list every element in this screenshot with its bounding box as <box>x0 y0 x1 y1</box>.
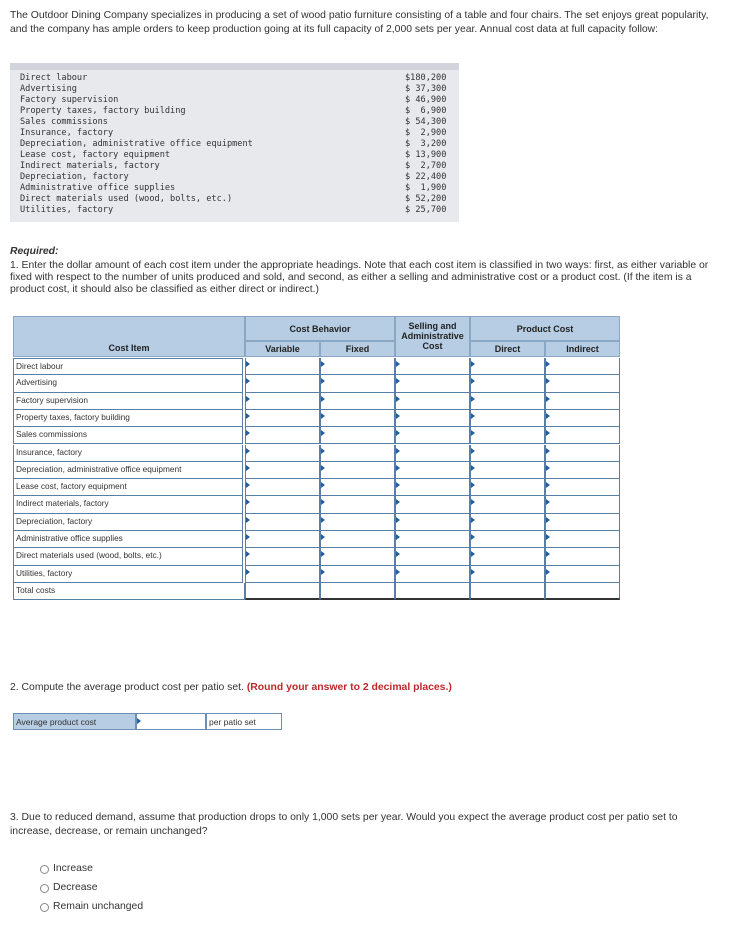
direct-cell[interactable] <box>470 410 545 427</box>
cost-behavior-header: Cost Behavior <box>245 316 395 341</box>
selling-admin-input[interactable] <box>396 429 469 445</box>
input-marker-icon <box>546 465 550 471</box>
cost-data-label: Advertising <box>20 84 77 94</box>
input-marker-icon <box>546 413 550 419</box>
fixed-cell[interactable] <box>320 462 395 479</box>
fixed-cell[interactable] <box>320 445 395 462</box>
input-marker-icon <box>246 517 250 523</box>
cost-data-row <box>20 172 450 183</box>
cost-data-amount: $ 2,900 <box>405 128 447 138</box>
selling-admin-input[interactable] <box>396 360 469 376</box>
variable-input[interactable] <box>246 446 319 462</box>
direct-cell[interactable] <box>470 375 545 392</box>
selling-admin-total-cell <box>395 583 470 600</box>
direct-cell[interactable] <box>470 462 545 479</box>
fixed-input[interactable] <box>321 550 394 566</box>
fixed-cell[interactable] <box>320 496 395 513</box>
cost-item-row-label: Direct materials used (wood, bolts, etc.) <box>13 548 243 565</box>
variable-input[interactable] <box>246 412 319 428</box>
input-marker-icon <box>546 430 550 436</box>
selling-admin-cell[interactable] <box>395 479 470 496</box>
direct-input[interactable] <box>471 377 544 393</box>
variable-cell[interactable] <box>245 393 320 410</box>
indirect-input[interactable] <box>546 533 619 549</box>
direct-cell[interactable] <box>470 566 545 583</box>
input-marker-icon <box>321 551 325 557</box>
input-marker-icon <box>471 396 475 402</box>
average-product-cost-input[interactable] <box>137 715 205 730</box>
cost-data-amount: $ 3,200 <box>405 139 447 149</box>
question-2 <box>10 682 452 693</box>
input-marker-icon <box>246 551 250 557</box>
input-marker-icon <box>396 396 400 402</box>
fixed-header: Fixed <box>320 341 395 357</box>
input-marker-icon <box>546 569 550 575</box>
direct-input[interactable] <box>471 550 544 566</box>
cost-data-amount: $ 6,900 <box>405 106 447 116</box>
cost-item-row-label: Administrative office supplies <box>13 531 243 548</box>
option-remain-unchanged[interactable] <box>40 900 143 914</box>
cost-item-row-label: Depreciation, administrative office equipment <box>13 462 243 479</box>
cost-item-row-label: Advertising <box>13 375 243 392</box>
variable-input[interactable] <box>246 394 319 410</box>
direct-input[interactable] <box>471 464 544 480</box>
input-marker-icon <box>246 482 250 488</box>
indirect-cell[interactable] <box>545 375 620 392</box>
cost-data-amount: $ 54,300 <box>405 117 447 127</box>
direct-input[interactable] <box>471 360 544 376</box>
input-marker-icon <box>321 499 325 505</box>
indirect-cell[interactable] <box>545 496 620 513</box>
cost-data-row <box>20 106 450 117</box>
indirect-cell[interactable] <box>545 410 620 427</box>
selling-admin-input[interactable] <box>396 567 469 583</box>
cost-data-amount: $ 37,300 <box>405 84 447 94</box>
input-marker-icon <box>471 361 475 367</box>
selling-admin-input[interactable] <box>396 481 469 497</box>
indirect-input[interactable] <box>546 481 619 497</box>
direct-input[interactable] <box>471 429 544 445</box>
fixed-input[interactable] <box>321 360 394 376</box>
cost-data-row <box>20 194 450 205</box>
cost-data-label: Utilities, factory <box>20 205 114 215</box>
input-marker-icon <box>396 534 400 540</box>
input-marker-icon <box>321 413 325 419</box>
cost-data-amount: $ 25,700 <box>405 205 447 215</box>
cost-data-label: Factory supervision <box>20 95 119 105</box>
input-marker-icon <box>396 430 400 436</box>
cost-item-row-label: Direct labour <box>13 358 243 375</box>
option-label: Decrease <box>53 882 98 893</box>
direct-cell[interactable] <box>470 393 545 410</box>
cost-data-amount: $180,200 <box>405 73 447 83</box>
average-product-cost-label: Average product cost <box>13 713 136 730</box>
option-decrease[interactable] <box>40 881 97 895</box>
input-marker-icon <box>396 517 400 523</box>
cost-data-row <box>20 117 450 128</box>
input-marker-icon <box>321 517 325 523</box>
input-marker-icon <box>546 517 550 523</box>
variable-cell[interactable] <box>245 496 320 513</box>
input-marker-icon <box>546 534 550 540</box>
question-2-text: 2. Compute the average product cost per patio set. <box>10 682 247 693</box>
input-marker-icon <box>471 551 475 557</box>
cost-data-label: Sales commissions <box>20 117 108 127</box>
cost-data-row <box>20 139 450 150</box>
direct-input[interactable] <box>471 412 544 428</box>
cost-item-header: Cost Item <box>13 316 245 357</box>
input-marker-icon <box>471 378 475 384</box>
selling-admin-cell[interactable] <box>395 496 470 513</box>
input-marker-icon <box>471 448 475 454</box>
fixed-cell[interactable] <box>320 514 395 531</box>
direct-header: Direct <box>470 341 545 357</box>
input-marker-icon <box>396 569 400 575</box>
input-marker-icon <box>321 534 325 540</box>
input-marker-icon <box>471 534 475 540</box>
direct-cell[interactable] <box>470 548 545 565</box>
indirect-input[interactable] <box>546 412 619 428</box>
fixed-cell[interactable] <box>320 375 395 392</box>
input-marker-icon <box>321 482 325 488</box>
selling-admin-cell[interactable] <box>395 514 470 531</box>
input-marker-icon <box>471 569 475 575</box>
input-marker-icon <box>246 378 250 384</box>
input-marker-icon <box>321 361 325 367</box>
input-marker-icon <box>246 396 250 402</box>
fixed-cell[interactable] <box>320 531 395 548</box>
radio-icon[interactable] <box>40 903 49 912</box>
variable-cell[interactable] <box>245 427 320 444</box>
selling-admin-cell[interactable] <box>395 358 470 375</box>
selling-admin-input[interactable] <box>396 446 469 462</box>
cost-item-row-label: Sales commissions <box>13 427 243 444</box>
direct-input[interactable] <box>471 481 544 497</box>
cost-data-row <box>20 183 450 194</box>
input-marker-icon <box>396 499 400 505</box>
input-marker-icon <box>546 361 550 367</box>
fixed-input[interactable] <box>321 464 394 480</box>
fixed-input[interactable] <box>321 446 394 462</box>
indirect-cell[interactable] <box>545 531 620 548</box>
indirect-cell[interactable] <box>545 514 620 531</box>
indirect-input[interactable] <box>546 429 619 445</box>
input-marker-icon <box>471 413 475 419</box>
direct-total-cell <box>470 583 545 600</box>
fixed-input[interactable] <box>321 567 394 583</box>
input-marker-icon <box>396 482 400 488</box>
input-marker-icon <box>396 378 400 384</box>
variable-cell[interactable] <box>245 531 320 548</box>
cost-data-row <box>20 84 450 95</box>
variable-input[interactable] <box>246 360 319 376</box>
selling-admin-cell[interactable] <box>395 445 470 462</box>
variable-cell[interactable] <box>245 445 320 462</box>
input-marker-icon <box>546 499 550 505</box>
variable-cell[interactable] <box>245 358 320 375</box>
cost-data-row <box>20 161 450 172</box>
selling-admin-input[interactable] <box>396 498 469 514</box>
direct-cell[interactable] <box>470 427 545 444</box>
input-marker-icon <box>246 413 250 419</box>
cost-data-amount: $ 1,900 <box>405 183 447 193</box>
indirect-input[interactable] <box>546 377 619 393</box>
input-marker-icon <box>471 465 475 471</box>
selling-admin-input[interactable] <box>396 412 469 428</box>
variable-input[interactable] <box>246 533 319 549</box>
direct-input[interactable] <box>471 498 544 514</box>
cost-data-amount: $ 52,200 <box>405 194 447 204</box>
input-marker-icon <box>471 517 475 523</box>
cost-data-row <box>20 73 450 84</box>
input-marker-icon <box>546 551 550 557</box>
fixed-cell[interactable] <box>320 479 395 496</box>
cost-item-row-label: Factory supervision <box>13 393 243 410</box>
variable-cell[interactable] <box>245 548 320 565</box>
direct-cell[interactable] <box>470 479 545 496</box>
question-3-text: 3. Due to reduced demand, assume that production drops to only 1,000 sets per year. Would you expect the average product cost per patio set to increase, decrease, or remain unchanged? <box>10 812 678 837</box>
fixed-input[interactable] <box>321 429 394 445</box>
input-marker-icon <box>137 718 141 724</box>
selling-admin-cell[interactable] <box>395 393 470 410</box>
input-marker-icon <box>246 534 250 540</box>
cost-data-header-strip <box>10 63 459 70</box>
input-marker-icon <box>321 378 325 384</box>
cost-item-row-label: Utilities, factory <box>13 566 243 583</box>
direct-cell[interactable] <box>470 445 545 462</box>
selling-admin-cell[interactable] <box>395 531 470 548</box>
selling-admin-input[interactable] <box>396 550 469 566</box>
cost-data-label: Direct materials used (wood, bolts, etc.) <box>20 194 233 204</box>
direct-cell[interactable] <box>470 358 545 375</box>
input-marker-icon <box>546 396 550 402</box>
input-marker-icon <box>396 551 400 557</box>
indirect-input[interactable] <box>546 360 619 376</box>
option-label: Remain unchanged <box>53 901 144 912</box>
variable-cell[interactable] <box>245 566 320 583</box>
problem-intro: The Outdoor Dining Company specializes in producing a set of wood patio furniture consisting of a table and four chairs. The set enjoys great popularity, and the company has ample orders to keep production going at its full capacity of 2,000 sets per year. Annual cost data at full capacity follow: <box>10 10 709 35</box>
radio-icon[interactable] <box>40 884 49 893</box>
direct-cell[interactable] <box>470 531 545 548</box>
fixed-cell[interactable] <box>320 358 395 375</box>
input-marker-icon <box>246 448 250 454</box>
indirect-cell[interactable] <box>545 566 620 583</box>
input-marker-icon <box>471 499 475 505</box>
cost-data-amount: $ 2,700 <box>405 161 447 171</box>
direct-cell[interactable] <box>470 496 545 513</box>
indirect-cell[interactable] <box>545 548 620 565</box>
input-marker-icon <box>246 430 250 436</box>
cost-item-row-label: Property taxes, factory building <box>13 410 243 427</box>
selling-admin-input[interactable] <box>396 533 469 549</box>
variable-input[interactable] <box>246 481 319 497</box>
option-increase[interactable] <box>40 862 93 876</box>
variable-input[interactable] <box>246 516 319 532</box>
indirect-input[interactable] <box>546 516 619 532</box>
cost-item-row-label: Lease cost, factory equipment <box>13 479 243 496</box>
cost-data-amount: $ 13,900 <box>405 150 447 160</box>
fixed-input[interactable] <box>321 412 394 428</box>
selling-admin-input[interactable] <box>396 516 469 532</box>
fixed-input[interactable] <box>321 394 394 410</box>
direct-input[interactable] <box>471 446 544 462</box>
fixed-cell[interactable] <box>320 410 395 427</box>
indirect-cell[interactable] <box>545 479 620 496</box>
cost-data-row <box>20 95 450 106</box>
indirect-cell[interactable] <box>545 393 620 410</box>
selling-admin-cell[interactable] <box>395 462 470 479</box>
variable-cell[interactable] <box>245 410 320 427</box>
input-marker-icon <box>321 430 325 436</box>
cost-item-row-label: Depreciation, factory <box>13 514 243 531</box>
cost-data-label: Indirect materials, factory <box>20 161 160 171</box>
variable-cell[interactable] <box>245 514 320 531</box>
average-product-cost-cell[interactable] <box>136 713 206 730</box>
cost-data-row <box>20 150 450 161</box>
fixed-cell[interactable] <box>320 393 395 410</box>
selling-admin-cell[interactable] <box>395 410 470 427</box>
cost-data-label: Insurance, factory <box>20 128 114 138</box>
input-marker-icon <box>471 482 475 488</box>
selling-admin-cell[interactable] <box>395 566 470 583</box>
total-costs-label: Total costs <box>13 583 245 600</box>
selling-admin-cell[interactable] <box>395 427 470 444</box>
indirect-header: Indirect <box>545 341 620 357</box>
input-marker-icon <box>321 569 325 575</box>
rounding-hint: (Round your answer to 2 decimal places.) <box>246 682 452 693</box>
variable-cell[interactable] <box>245 375 320 392</box>
input-marker-icon <box>321 396 325 402</box>
input-marker-icon <box>546 482 550 488</box>
question-1-text: 1. Enter the dollar amount of each cost item under the appropriate headings. Note that each cost item is classified in two ways: first, as either variable or fixed with respect to the number of units produced and sold, and second, as either a selling and administrative cost or a product cost. (If the item is a product cost, it should also be classified as either direct or indirect.) <box>10 260 709 296</box>
input-marker-icon <box>396 361 400 367</box>
cost-item-row-label: Indirect materials, factory <box>13 496 243 513</box>
selling-admin-input[interactable] <box>396 394 469 410</box>
indirect-input[interactable] <box>546 464 619 480</box>
indirect-cell[interactable] <box>545 358 620 375</box>
input-marker-icon <box>246 465 250 471</box>
input-marker-icon <box>396 413 400 419</box>
fixed-input[interactable] <box>321 516 394 532</box>
fixed-input[interactable] <box>321 377 394 393</box>
variable-input[interactable] <box>246 567 319 583</box>
variable-input[interactable] <box>246 429 319 445</box>
variable-header: Variable <box>245 341 320 357</box>
direct-input[interactable] <box>471 394 544 410</box>
cost-data-label: Lease cost, factory equipment <box>20 150 171 160</box>
input-marker-icon <box>471 430 475 436</box>
variable-total-cell <box>245 583 320 600</box>
fixed-total-cell <box>320 583 395 600</box>
selling-admin-input[interactable] <box>396 464 469 480</box>
indirect-input[interactable] <box>546 567 619 583</box>
variable-input[interactable] <box>246 464 319 480</box>
input-marker-icon <box>321 465 325 471</box>
radio-icon[interactable] <box>40 865 49 874</box>
indirect-input[interactable] <box>546 498 619 514</box>
selling-admin-cell[interactable] <box>395 548 470 565</box>
cost-data-label: Administrative office supplies <box>20 183 176 193</box>
cost-data-row <box>20 205 450 216</box>
input-marker-icon <box>396 448 400 454</box>
indirect-cell[interactable] <box>545 427 620 444</box>
input-marker-icon <box>321 448 325 454</box>
cost-item-row-label: Insurance, factory <box>13 445 243 462</box>
per-patio-set-label: per patio set <box>206 713 282 730</box>
cost-data-label: Direct labour <box>20 73 88 83</box>
fixed-cell[interactable] <box>320 548 395 565</box>
cost-data-label: Depreciation, factory <box>20 172 129 182</box>
fixed-cell[interactable] <box>320 566 395 583</box>
indirect-cell[interactable] <box>545 445 620 462</box>
variable-input[interactable] <box>246 377 319 393</box>
direct-input[interactable] <box>471 516 544 532</box>
fixed-input[interactable] <box>321 481 394 497</box>
cost-data-label: Property taxes, factory building <box>20 106 186 116</box>
direct-input[interactable] <box>471 533 544 549</box>
input-marker-icon <box>546 448 550 454</box>
indirect-input[interactable] <box>546 394 619 410</box>
input-marker-icon <box>546 378 550 384</box>
input-marker-icon <box>246 361 250 367</box>
direct-cell[interactable] <box>470 514 545 531</box>
input-marker-icon <box>246 569 250 575</box>
indirect-total-cell <box>545 583 620 600</box>
indirect-cell[interactable] <box>545 462 620 479</box>
required-title: Required: <box>10 246 59 257</box>
cost-data-row <box>20 128 450 139</box>
direct-input[interactable] <box>471 567 544 583</box>
fixed-input[interactable] <box>321 533 394 549</box>
fixed-input[interactable] <box>321 498 394 514</box>
cost-data-amount: $ 22,400 <box>405 172 447 182</box>
variable-cell[interactable] <box>245 462 320 479</box>
selling-admin-header: Selling and Administrative Cost <box>395 316 470 357</box>
input-marker-icon <box>246 499 250 505</box>
selling-admin-input[interactable] <box>396 377 469 393</box>
product-cost-header: Product Cost <box>470 316 620 341</box>
variable-input[interactable] <box>246 550 319 566</box>
variable-input[interactable] <box>246 498 319 514</box>
input-marker-icon <box>396 465 400 471</box>
fixed-cell[interactable] <box>320 427 395 444</box>
indirect-input[interactable] <box>546 550 619 566</box>
indirect-input[interactable] <box>546 446 619 462</box>
cost-data-label: Depreciation, administrative office equipment <box>20 139 253 149</box>
variable-cell[interactable] <box>245 479 320 496</box>
cost-data-amount: $ 46,900 <box>405 95 447 105</box>
selling-admin-cell[interactable] <box>395 375 470 392</box>
option-label: Increase <box>53 863 93 874</box>
